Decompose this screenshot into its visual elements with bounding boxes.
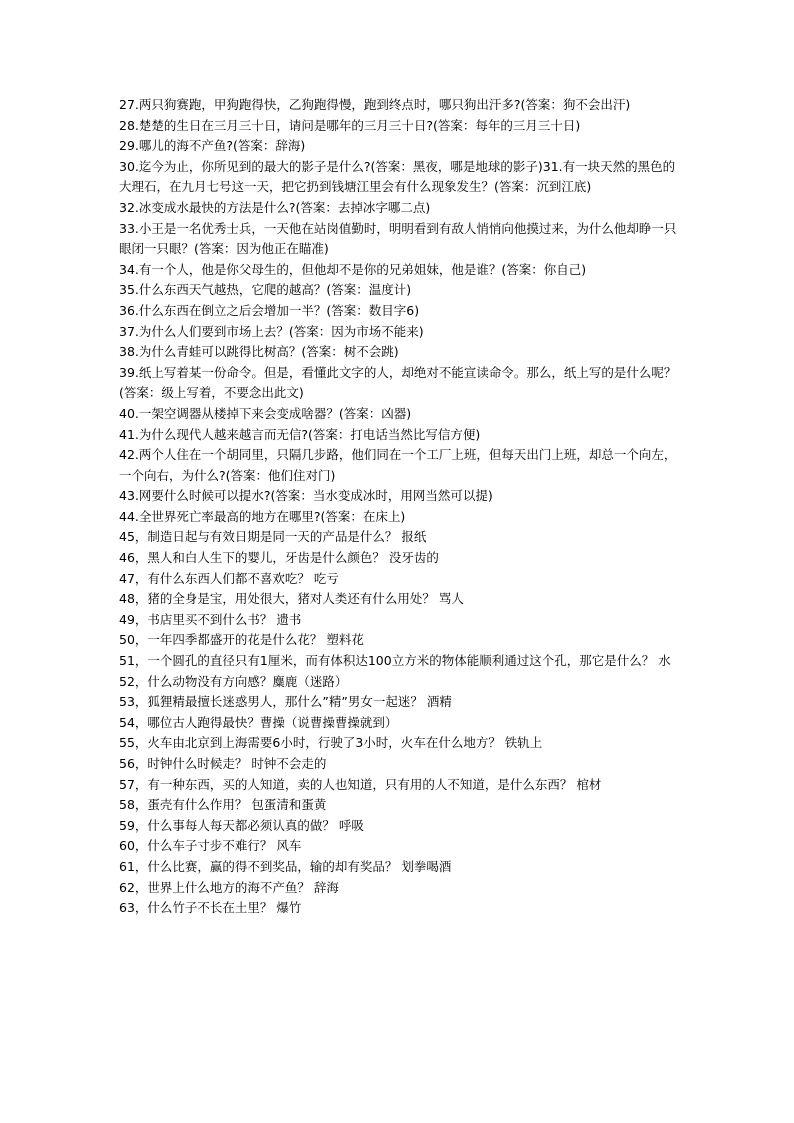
riddle-item: 54，哪位古人跑得最快？曹操（说曹操曹操就到） [119, 714, 398, 730]
riddle-item: 46，黑人和白人生下的婴儿，牙齿是什么颜色？ 没牙齿的 [119, 550, 439, 566]
riddle-item: 60，什么车子寸步不难行？ 风车 [119, 838, 302, 854]
riddle-item: 44.全世界死亡率最高的地方在哪里?(答案：在床上) [119, 508, 406, 524]
riddle-item: 45，制造日起与有效日期是同一天的产品是什么？ 报纸 [119, 529, 427, 545]
riddle-item: 52，什么动物没有方向感？麋鹿（迷路） [119, 673, 348, 689]
riddle-item: 27.两只狗赛跑，甲狗跑得快，乙狗跑得慢，跑到终点时，哪只狗出汗多?(答案：狗不会出汗) [119, 97, 631, 112]
riddle-item: 32.冰变成水最快的方法是什么?(答案：去掉冰字哪二点) [119, 199, 431, 215]
riddle-item: 56，时钟什么时候走？ 时钟不会走的 [119, 756, 327, 771]
riddle-item: 43.网要什么时候可以提水?(答案：当水变成冰时，用网当然可以提) [119, 488, 493, 504]
riddle-item: 57，有一种东西，买的人知道，卖的人也知道，只有用的人不知道，是什么东西？ 棺材 [119, 776, 602, 792]
riddle-item: 50，一年四季都盛开的花是什么花？ 塑料花 [119, 632, 364, 648]
riddle-item: 29.哪儿的海不产鱼?(答案：辞海) [119, 138, 306, 154]
riddle-item: 30.迄今为止，你所见到的最大的影子是什么?(答案：黑夜，哪是地球的影子)31.有一块天然的黑色的大理石，在九月七号这一天，把它扔到钱塘江里会有什么现象发生？(答案：沉到江底) [119, 158, 676, 195]
riddle-item: 42.两个人住在一个胡同里，只隔几步路，他们同在一个工厂上班，但每天出门上班，却总一个向左，一个向右，为什么?(答案：他们住对门) [119, 447, 677, 483]
riddle-item: 40.一架空调器从楼掉下来会变成啥器？(答案：凶器) [119, 405, 412, 421]
riddle-list [119, 95, 685, 919]
riddle-item: 61，什么比赛，赢的得不到奖品，输的却有奖品？ 划拳喝酒 [119, 858, 452, 874]
riddle-item: 38.为什么青蛙可以跳得比树高？(答案：树不会跳) [119, 344, 399, 360]
riddle-item: 51，一个圆孔的直径只有1厘米，而有体积达100立方米的物体能顺利通过这个孔，那它是什么？ 水 [119, 653, 671, 669]
riddle-item: 63，什么竹子不长在土里？ 爆竹 [119, 900, 302, 916]
riddle-item: 37.为什么人们要到市场上去？(答案：因为市场不能来) [119, 323, 424, 339]
riddle-item: 47，有什么东西人们都不喜欢吃？ 吃亏 [119, 570, 339, 586]
riddle-item: 36.什么东西在倒立之后会增加一半？(答案：数目字6) [119, 302, 420, 318]
riddle-item: 28.楚楚的生日在三月三十日，请问是哪年的三月三十日?(答案：每年的三月三十日) [119, 117, 581, 133]
riddle-item: 33.小王是一名优秀士兵，一天他在站岗值勤时，明明看到有敌人悄悄向他摸过来，为什么他却睁一只眼闭一只眼？(答案：因为他正在瞄准) [119, 220, 677, 257]
riddle-item: 58，蛋壳有什么作用？ 包蛋清和蛋黄 [119, 797, 327, 813]
riddle-item: 35.什么东西天气越热，它爬的越高？(答案：温度计) [119, 282, 412, 298]
riddle-item: 48，猪的全身是宝，用处很大，猪对人类还有什么用处？ 骂人 [119, 591, 464, 607]
riddle-item: 53，狐狸精最擅长迷惑男人，那什么”精”男女一起迷？ 酒精 [119, 694, 452, 710]
riddle-item: 49，书店里买不到什么书？ 遗书 [119, 611, 302, 627]
riddle-item: 62，世界上什么地方的海不产鱼？ 辞海 [119, 879, 339, 895]
riddle-item: 41.为什么现代人越来越言而无信?(答案：打电话当然比写信方便) [119, 426, 481, 442]
riddle-item: 55，火车由北京到上海需要6小时，行驶了3小时，火车在什么地方？ 铁轨上 [119, 735, 543, 751]
riddle-item: 39.纸上写着某一份命令。但是，看懂此文字的人，却绝对不能宣读命令。那么，纸上写的是什么呢？(答案：级上写着，不要念出此文) [119, 364, 677, 401]
riddle-item: 34.有一个人，他是你父母生的，但他却不是你的兄弟姐妹，他是谁？(答案：你自己) [119, 261, 587, 277]
riddle-item: 59，什么事每人每天都必须认真的做？ 呼吸 [119, 817, 364, 833]
